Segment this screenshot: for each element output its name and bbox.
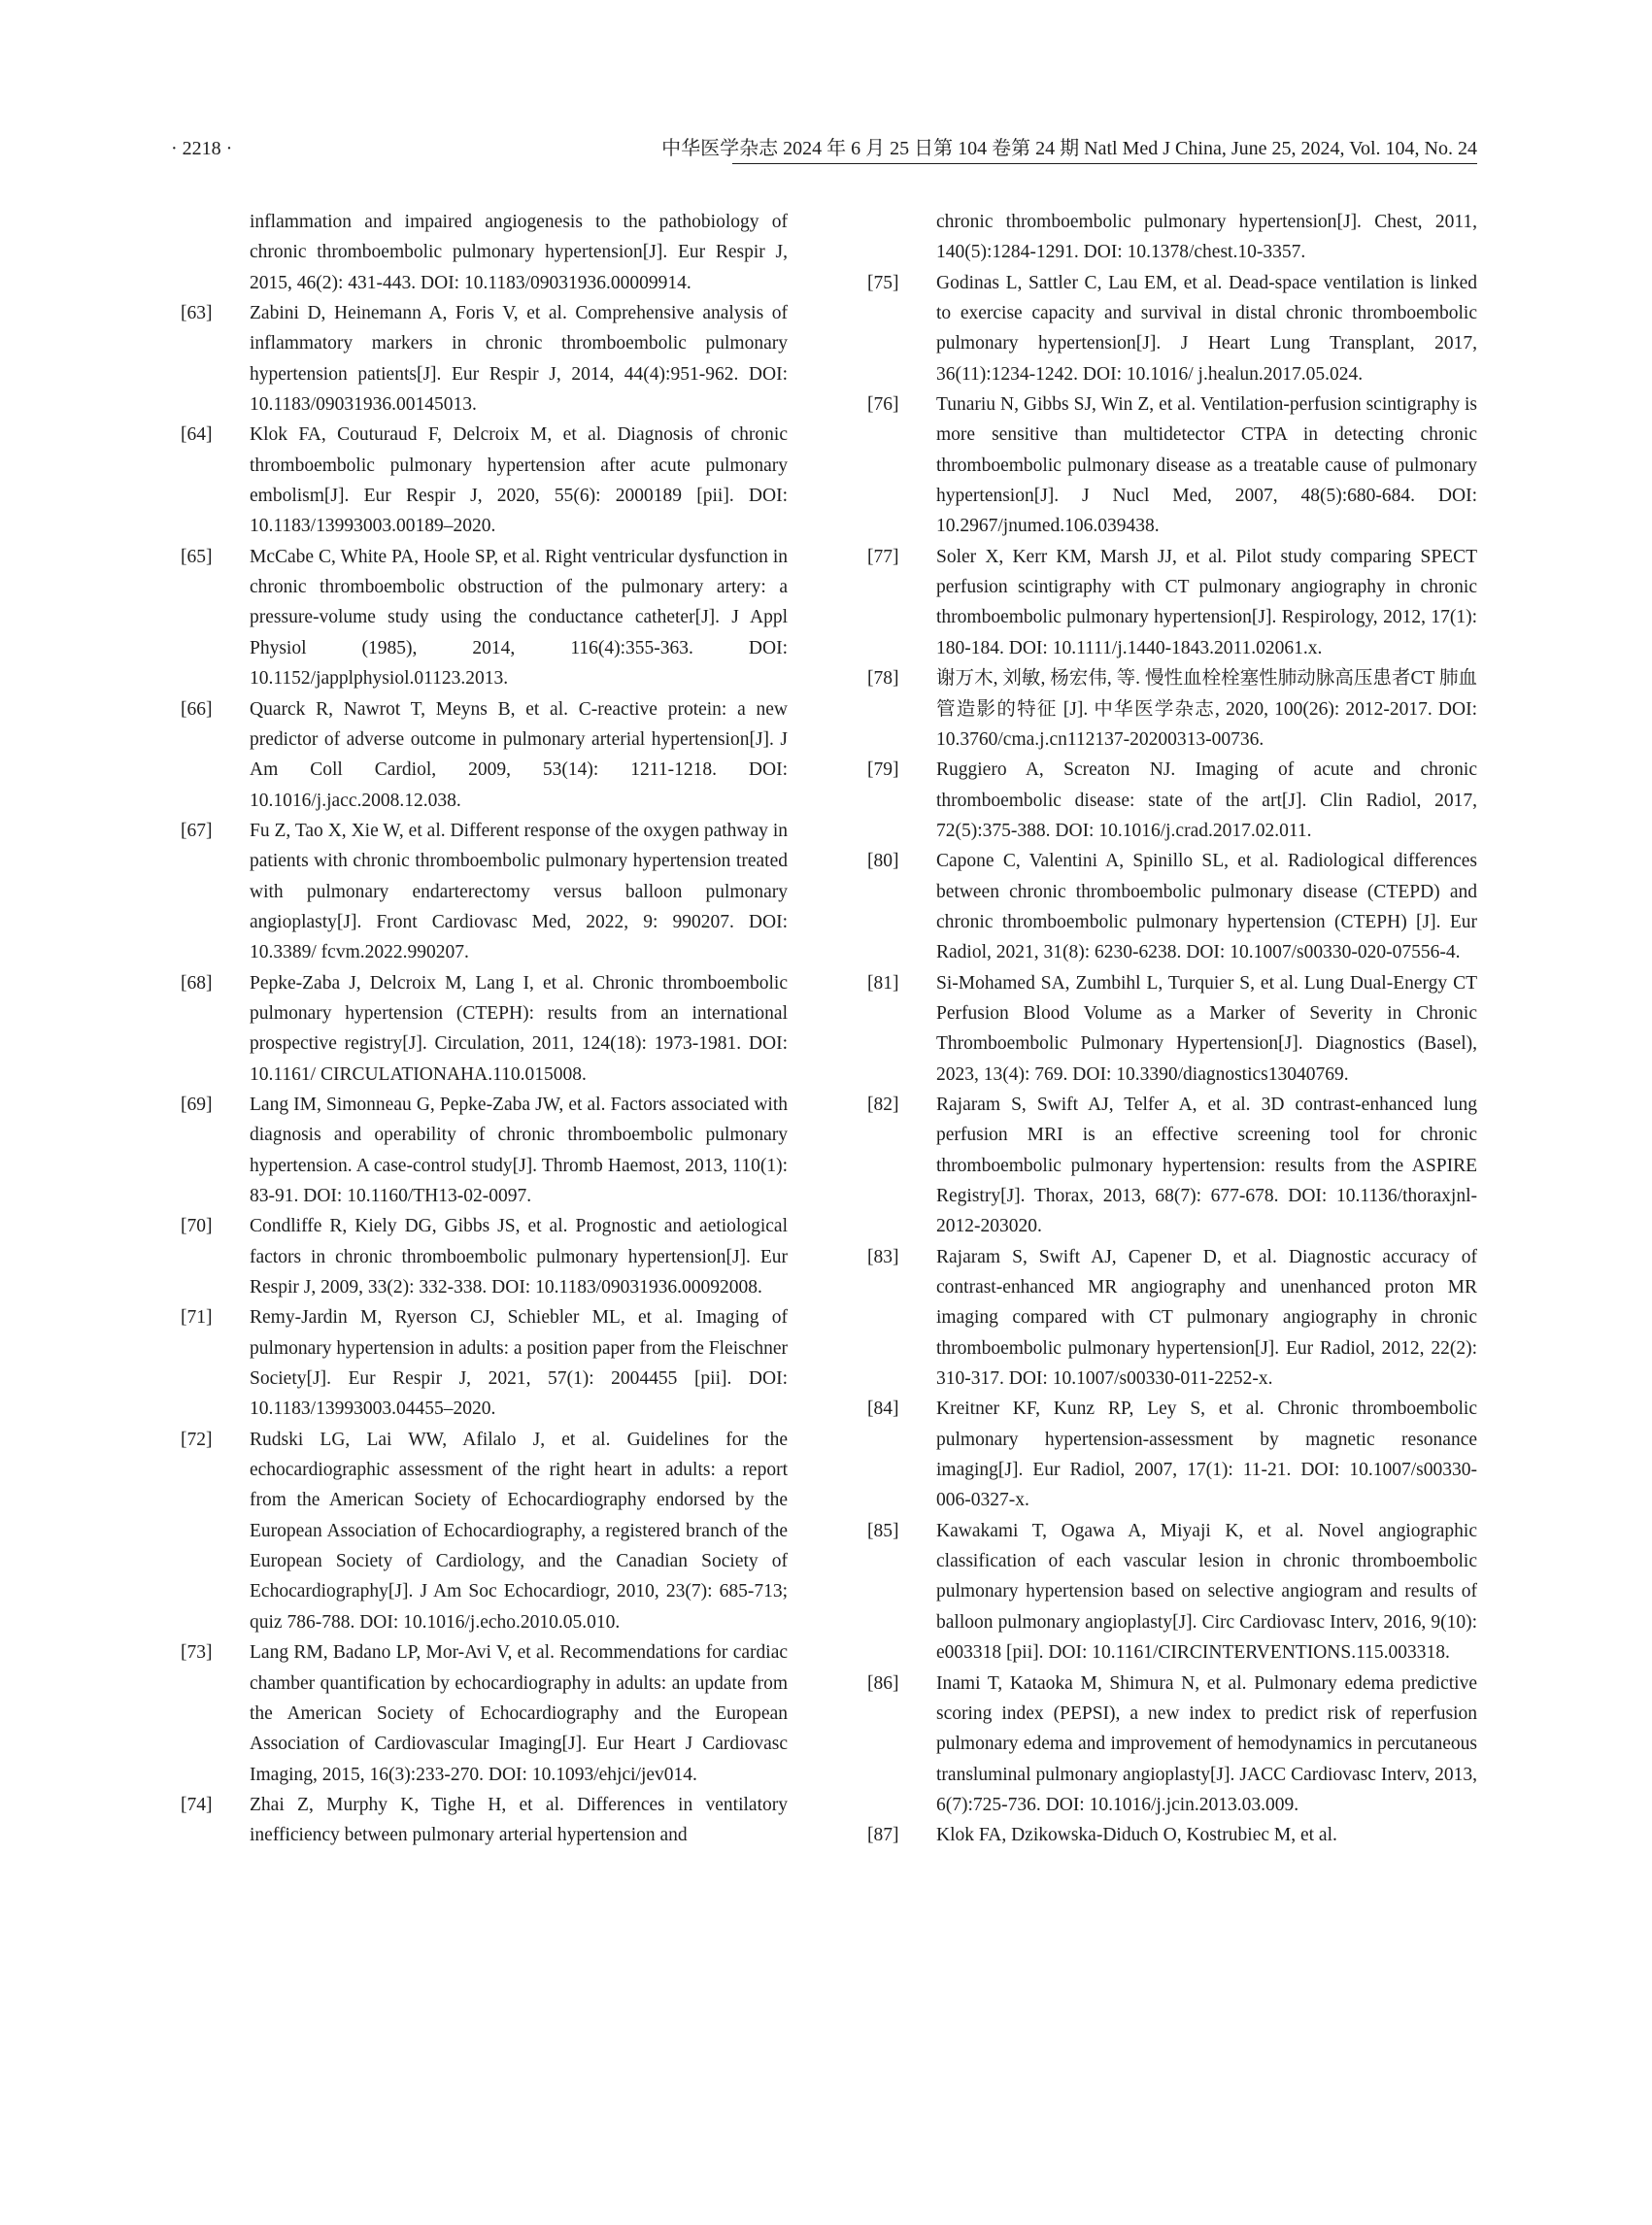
reference-text: Tunariu N, Gibbs SJ, Win Z, et al. Ventilation-perfusion scintigraphy is more sensitive than multidetector CTPA in detecting chronic thromboembolic pulmonary disease as a treatable cause of pulmonary hypertension[J]. J Nucl Med, 2007, 48(5):680-684. DOI: 10.2967/jnumed.106.039438. [936,394,1477,537]
reference-text: Lang RM, Badano LP, Mor-Avi V, et al. Recommendations for cardiac chamber quantification by echocardiography in adults: an update from the American Society of Echocardiography and the European Association of Cardiovascular Imaging[J]. Eur Heart J Cardiovasc Imaging, 2015, 16(3):233-270. DOI: 10.1093/ehjci/jev014. [250,1642,788,1785]
reference-text: Klok FA, Couturaud F, Delcroix M, et al. Diagnosis of chronic thromboembolic pulmonary hypertension after acute pulmonary embolism[J]. Eur Respir J, 2020, 55(6): 2000189 [pii]. DOI: 10.1183/13993003.00189–2020. [250,424,788,537]
reference-item [181,816,788,968]
reference-number: [72] [181,1429,213,1450]
reference-number: [83] [867,1246,899,1267]
reference-text: Si-Mohamed SA, Zumbihl L, Turquier S, et al. Lung Dual-Energy CT Perfusion Blood Volume as a Marker of Severity in Chronic Thromboembolic Pulmonary Hypertension[J]. Diagnostics (Basel), 2023, 13(4): 769. DOI: 10.3390/diagnostics13040769. [936,972,1477,1085]
reference-item [181,420,788,541]
reference-text: Lang IM, Simonneau G, Pepke-Zaba JW, et al. Factors associated with diagnosis and operability of chronic thromboembolic pulmonary hypertension. A case-control study[J]. Thromb Haemost, 2013, 110(1): 83-91. DOI: 10.1160/TH13-02-0097. [250,1094,788,1206]
reference-number: [71] [181,1307,213,1329]
reference-number: [74] [181,1794,213,1815]
reference-item [867,1669,1477,1821]
reference-item [867,268,1477,389]
reference-item [181,1637,788,1790]
running-header [171,134,1477,163]
reference-number: [75] [867,272,899,293]
reference-item [181,1425,788,1637]
reference-number: [67] [181,820,213,841]
reference-list-left [181,298,788,1851]
reference-text: Remy-Jardin M, Ryerson CJ, Schiebler ML, et al. Imaging of pulmonary hypertension in adults: a position paper from the Fleischner Society[J]. Eur Respir J, 2021, 57(1): 2004455 [pii]. DOI: 10.1183/13993003.04455–2020. [250,1307,789,1420]
header-rule [732,163,1477,164]
reference-text: Ruggiero A, Screaton NJ. Imaging of acute and chronic thromboembolic disease: state of the art[J]. Clin Radiol, 2017, 72(5):375-388. DOI: 10.1016/j.crad.2017.02.011. [936,759,1477,841]
reference-item [181,694,788,816]
reference-text: Condliffe R, Kiely DG, Gibbs JS, et al. Prognostic and aetiological factors in chronic thromboembolic pulmonary hypertension[J]. Eur Respir J, 2009, 33(2): 332-338. DOI: 10.1183/09031936.00092008. [250,1216,788,1298]
reference-text: Rudski LG, Lai WW, Afilalo J, et al. Guidelines for the echocardiographic assessment of the right heart in adults: a report from the American Society of Echocardiography endorsed by the European Association of Echocardiography, a registered branch of the European Society of Cardiology, and the Canadian Society of Echocardiography[J]. J Am Soc Echocardiogr, 2010, 23(7): 685-713; quiz 786-788. DOI: 10.1016/j.echo.2010.05.010. [250,1429,788,1633]
reference-continuation: chronic thromboembolic pulmonary hypertension[J]. Chest, 2011, 140(5):1284-1291. DOI: 10.1378/chest.10-3357. [936,212,1477,263]
reference-text: McCabe C, White PA, Hoole SP, et al. Right ventricular dysfunction in chronic thromboembolic obstruction of the pulmonary artery: a pressure-volume study using the conductance catheter[J]. J Appl Physiol (1985), 2014, 116(4):355-363. DOI: 10.1152/japplphysiol.01123.2013. [250,546,788,690]
reference-item [867,1090,1477,1242]
reference-item [181,1211,788,1302]
reference-item [181,968,788,1090]
reference-text: Zhai Z, Murphy K, Tighe H, et al. Differences in ventilatory inefficiency between pulmonary arterial hypertension and [250,1794,788,1846]
reference-text: Inami T, Kataoka M, Shimura N, et al. Pulmonary edema predictive scoring index (PEPSI), a new index to predict risk of reperfusion pulmonary edema and improvement of hemodynamics in percutaneous transluminal pulmonary angioplasty[J]. JACC Cardiovasc Interv, 2013, 6(7):725-736. DOI: 10.1016/j.jcin.2013.03.009. [936,1672,1477,1815]
reference-item [181,298,788,420]
reference-item [181,1302,788,1424]
reference-item [867,1394,1477,1515]
reference-number: [70] [181,1216,213,1237]
right-column [867,207,1477,1851]
reference-number: [79] [867,759,899,781]
reference-number: [63] [181,303,213,324]
reference-item [867,968,1477,1090]
reference-item [867,1516,1477,1669]
journal-citation: 中华医学杂志 2024 年 6 月 25 日第 104 卷第 24 期 Natl Med J China, June 25, 2024, Vol. 104, No. 24 [661,138,1477,159]
reference-text: Quarck R, Nawrot T, Meyns B, et al. C-reactive protein: a new predictor of adverse outcome in pulmonary arterial hypertension[J]. J Am Coll Cardiol, 2009, 53(14): 1211-1218. DOI: 10.1016/j.jacc.2008.12.038. [250,698,788,811]
reference-number: [66] [181,698,213,720]
reference-number: [77] [867,546,899,567]
reference-number: [78] [867,668,899,690]
reference-number: [84] [867,1399,899,1420]
reference-number: [82] [867,1094,899,1115]
reference-text: Pepke-Zaba J, Delcroix M, Lang I, et al. Chronic thromboembolic pulmonary hypertension (CTEPH): results from an international prospective registry[J]. Circulation, 2011, 124(18): 1973-1981. DOI: 10.1161/ CIRCULATIONAHA.110.015008. [250,972,788,1085]
reference-text: Fu Z, Tao X, Xie W, et al. Different response of the oxygen pathway in patients with chronic thromboembolic pulmonary hypertension treated with pulmonary endarterectomy versus balloon pulmonary angioplasty[J]. Front Cardiovasc Med, 2022, 9: 990207. DOI: 10.3389/ fcvm.2022.990207. [250,820,788,963]
reference-number: [86] [867,1672,899,1694]
reference-item [867,846,1477,967]
reference-text: Capone C, Valentini A, Spinillo SL, et al. Radiological differences between chronic thromboembolic pulmonary disease (CTEPD) and chronic thromboembolic pulmonary hypertension (CTEPH) [J]. Eur Radiol, 2021, 31(8): 6230-6238. DOI: 10.1007/s00330-020-07556-4. [936,851,1477,963]
reference-item [867,1820,1477,1850]
page-number: · 2218 · [171,138,233,159]
reference-item [181,1790,788,1851]
reference-text: Zabini D, Heinemann A, Foris V, et al. Comprehensive analysis of inflammatory markers in chronic thromboembolic pulmonary hypertension patients[J]. Eur Respir J, 2014, 44(4):951-962. DOI: 10.1183/09031936.00145013. [250,303,788,416]
reference-number: [85] [867,1520,899,1541]
reference-number: [80] [867,851,899,872]
reference-number: [69] [181,1094,213,1115]
reference-item [867,663,1477,755]
reference-text: Klok FA, Dzikowska-Diduch O, Kostrubiec M, et al. [936,1825,1337,1846]
reference-item [181,1090,788,1211]
reference-item [867,542,1477,663]
reference-number: [81] [867,972,899,994]
reference-number: [87] [867,1825,899,1846]
reference-item [867,755,1477,846]
reference-text: Kreitner KF, Kunz RP, Ley S, et al. Chronic thromboembolic pulmonary hypertension-assessment by magnetic resonance imaging[J]. Eur Radiol, 2007, 17(1): 11-21. DOI: 10.1007/s00330-006-0327-x. [936,1399,1477,1511]
reference-list-right [867,268,1477,1851]
reference-number: [64] [181,424,213,446]
reference-text: 谢万木, 刘敏, 杨宏伟, 等. 慢性血栓栓塞性肺动脉高压患者CT 肺血管造影的特征 [J]. 中华医学杂志, 2020, 100(26): 2012-2017. DOI: 10.3760/cma.j.cn112137-20200313-00736. [936,668,1477,750]
reference-continuation: inflammation and impaired angiogenesis to the pathobiology of chronic thromboembolic pulmonary hypertension[J]. Eur Respir J, 2015, 46(2): 431-443. DOI: 10.1183/09031936.00009914. [250,212,788,293]
reference-text: Godinas L, Sattler C, Lau EM, et al. Dead-space ventilation is linked to exercise capacity and survival in distal chronic thromboembolic pulmonary hypertension[J]. J Heart Lung Transplant, 2017, 36(11):1234-1242. DOI: 10.1016/ j.healun.2017.05.024. [936,272,1477,385]
reference-number: [68] [181,972,213,994]
reference-item [867,389,1477,542]
reference-item [181,542,788,694]
reference-number: [73] [181,1642,213,1664]
reference-text: Soler X, Kerr KM, Marsh JJ, et al. Pilot study comparing SPECT perfusion scintigraphy with CT pulmonary angiography in chronic thromboembolic pulmonary hypertension[J]. Respirology, 2012, 17(1): 180-184. DOI: 10.1111/j.1440-1843.2011.02061.x. [936,546,1477,658]
left-column [181,207,788,1851]
reference-item [867,1242,1477,1395]
reference-number: [65] [181,546,213,567]
reference-number: [76] [867,394,899,416]
reference-text: Kawakami T, Ogawa A, Miyaji K, et al. Novel angiographic classification of each vascular lesion in chronic thromboembolic pulmonary hypertension based on selective angiogram and results of balloon pulmonary angioplasty[J]. Circ Cardiovasc Interv, 2016, 9(10): e003318 [pii]. DOI: 10.1161/CIRCINTERVENTIONS.115.003318. [936,1520,1477,1664]
reference-text: Rajaram S, Swift AJ, Capener D, et al. Diagnostic accuracy of contrast-enhanced MR angiography and unenhanced proton MR imaging compared with CT pulmonary angiography in chronic thromboembolic pulmonary hypertension[J]. Eur Radiol, 2012, 22(2): 310-317. DOI: 10.1007/s00330-011-2252-x. [936,1246,1477,1390]
reference-text: Rajaram S, Swift AJ, Telfer A, et al. 3D contrast-enhanced lung perfusion MRI is an effective screening tool for chronic thromboembolic pulmonary hypertension: results from the ASPIRE Registry[J]. Thorax, 2013, 68(7): 677-678. DOI: 10.1136/thoraxjnl-2012-203020. [936,1094,1477,1237]
